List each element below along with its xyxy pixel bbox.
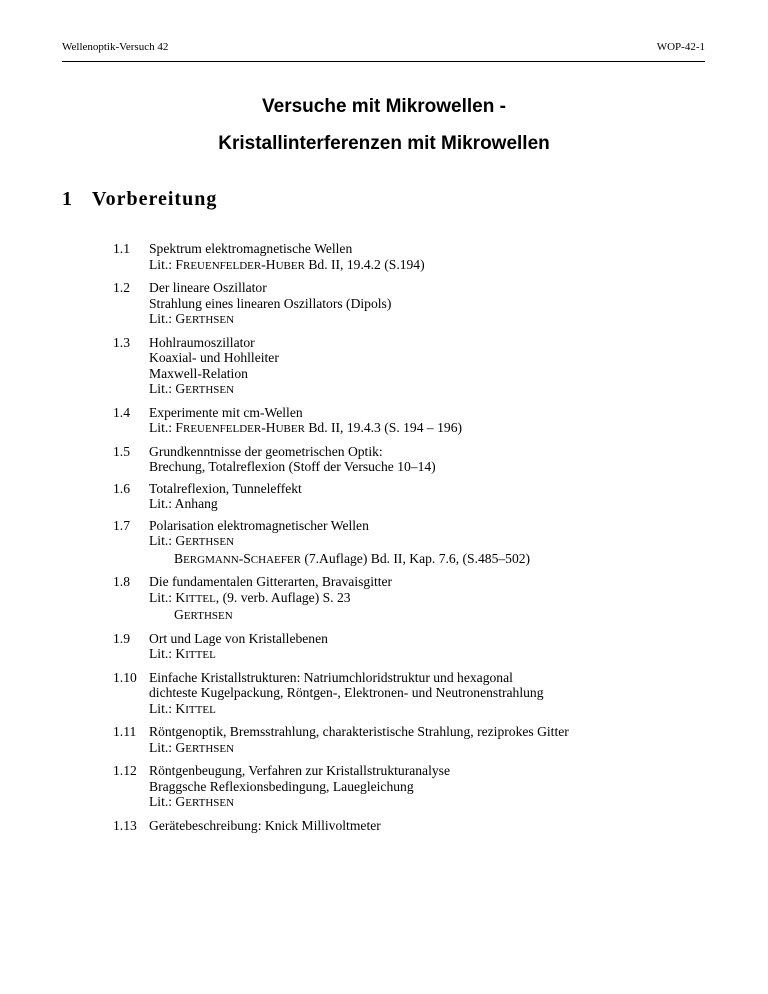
- item-number: 1.12: [113, 763, 137, 778]
- page-subtitle: Kristallinterferenzen mit Mikrowellen: [218, 133, 550, 154]
- item-line: Polarisation elektromagnetischer Wellen: [149, 517, 369, 533]
- list-item: [113, 574, 713, 625]
- item-line: Lit.: GERTHSEN: [149, 794, 235, 809]
- item-line: Braggsche Reflexionsbedingung, Laueglеichung: [149, 778, 414, 794]
- item-line: Röntgenbeugung, Verfahren zur Kristallstrukturanalyse: [149, 763, 450, 778]
- header-left: Wellenoptik-Versuch 42: [62, 41, 169, 53]
- item-number: 1.1: [113, 241, 130, 256]
- item-line: Koaxial- und Hohlleiter: [149, 350, 279, 365]
- item-line: Lit.: KITTEL: [149, 646, 216, 661]
- list-item: [113, 241, 713, 274]
- list-item: [113, 670, 713, 719]
- item-number: 1.5: [113, 443, 130, 459]
- item-number: 1.7: [113, 517, 130, 533]
- item-number: 1.9: [113, 630, 130, 646]
- item-line: Lit.: KITTEL: [149, 700, 216, 716]
- item-line: dichteste Kugelpackung, Röntgen-, Elektronen- und Neutronenstrahlung: [149, 685, 544, 700]
- item-line: Lit.: GERTHSEN: [149, 739, 235, 755]
- item-line: Hohlraumoszillator: [149, 334, 255, 350]
- item-line: Die fundamentalen Gitterarten, Bravaisgitter: [149, 574, 393, 589]
- item-line: Einfache Kristallstrukturen: Natriumchloridstruktur und hexagonal: [149, 669, 513, 685]
- list-item: [113, 280, 713, 329]
- item-number: 1.11: [113, 724, 137, 739]
- preparation-list: [113, 241, 713, 839]
- item-line: Lit.: GERTHSEN: [149, 381, 235, 396]
- item-line: Gerätebeschreibung: Knick Millivoltmeter: [149, 817, 381, 833]
- item-line: GERTHSEN: [174, 607, 233, 622]
- list-item: [113, 444, 713, 475]
- item-number: 1.3: [113, 334, 130, 350]
- list-item: [113, 763, 713, 812]
- list-item: [113, 518, 713, 569]
- list-item: [113, 481, 713, 512]
- item-line: Lit.: FREUENFELDER-HUBER Bd. II, 19.4.3 (S. 194 – 196): [149, 420, 463, 435]
- item-number: 1.8: [113, 574, 130, 589]
- item-line: Experimente mit cm-Wellen: [149, 404, 303, 420]
- item-line: Maxwell-Relation: [149, 365, 248, 381]
- item-line: Grundkenntnisse der geometrischen Optik:: [149, 443, 383, 459]
- list-item: [113, 405, 713, 438]
- list-item: [113, 818, 713, 834]
- list-item: [113, 724, 713, 757]
- item-number: 1.2: [113, 280, 130, 295]
- item-line: Röntgenoptik, Bremsstrahlung, charakteristische Strahlung, reziprokes Gitter: [149, 724, 569, 739]
- item-line: Brechung, Totalreflexion (Stoff der Versuche 10–14): [149, 459, 436, 474]
- item-line: Lit.: Anhang: [149, 496, 218, 511]
- list-item: [113, 631, 713, 664]
- section-heading: [62, 187, 217, 211]
- list-item: [113, 335, 713, 399]
- item-line: Ort und Lage von Kristallebenen: [149, 630, 328, 646]
- header-rule: [62, 61, 705, 62]
- item-line: Lit.: GERTHSEN: [149, 533, 235, 548]
- item-number: 1.10: [113, 669, 137, 685]
- item-line: Der lineare Oszillator: [149, 280, 267, 295]
- item-number: 1.13: [113, 817, 137, 833]
- item-number: 1.6: [113, 480, 130, 496]
- item-line: Lit.: KITTEL, (9. verb. Auflage) S. 23: [149, 589, 351, 605]
- item-line: Totalreflexion, Tunneleffekt: [149, 480, 302, 496]
- page-title: Versuche mit Mikrowellen -: [262, 96, 506, 117]
- section-number: 1: [62, 188, 73, 210]
- item-number: 1.4: [113, 404, 130, 420]
- item-line: Spektrum elektromagnetische Wellen: [149, 241, 353, 256]
- item-line: Strahlung eines linearen Oszillators (Dipols): [149, 295, 392, 311]
- item-line: BERGMANN-SCHAEFER (7.Auflage) Bd. II, Kap. 7.6, (S.485–502): [174, 550, 531, 566]
- item-line: Lit.: FREUENFELDER-HUBER Bd. II, 19.4.2 (S.194): [149, 256, 425, 272]
- header-right: WOP-42-1: [656, 41, 705, 53]
- section-title: Vorbereitung: [92, 188, 218, 210]
- item-line: Lit.: GERTHSEN: [149, 311, 235, 326]
